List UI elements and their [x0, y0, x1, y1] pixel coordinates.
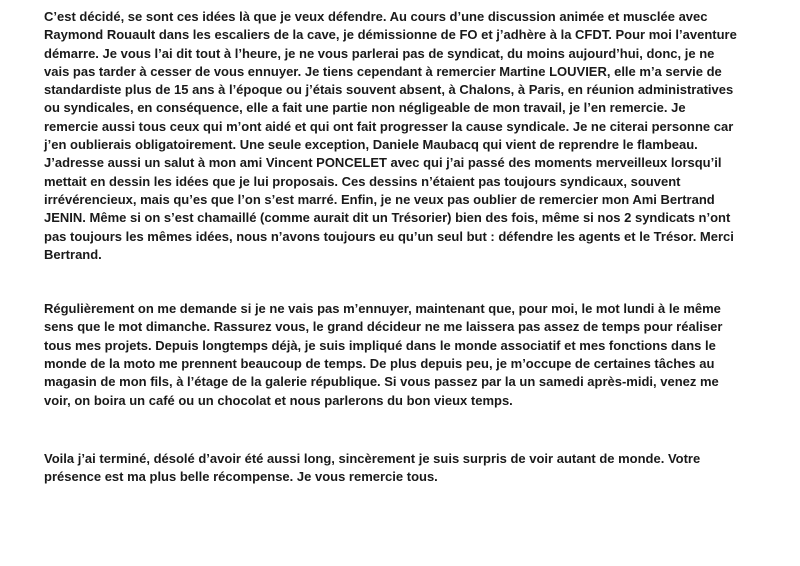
paragraph-farewell-thanks — [44, 8, 764, 264]
text-line: irrévérencieux, mais qu’es que l’on s’est marré. Enfin, je ne veux pas oublier de remercier mon Ami Bertrand — [44, 191, 715, 207]
paragraph-spacer — [44, 264, 764, 300]
text-line: remercie aussi tous ceux qui m’ont aidé et qui ont fait progresser la cause syndicale. Je ne citerai personne car — [44, 118, 734, 134]
text-line: ou syndicales, en conséquence, elle a fait une partie non négligeable de mon travail, je l’en remercie. Je — [44, 100, 686, 116]
text-line: monde de la moto me prennent beaucoup de temps. De plus depuis peu, je m’occupe de certaines tâches au — [44, 356, 715, 372]
text-line: standardiste plus de 15 ans à l’époque ou j’étais souvent absent, à Chalons, à Paris, en réunion administratives — [44, 82, 734, 98]
text-line: démarre. Je vous l’ai dit tout à l’heure, je ne vous parlerai pas de syndicat, du moins aujourd’hui, donc, je ne — [44, 45, 715, 61]
text-line: tous mes projets. Depuis longtemps déjà, je suis impliqué dans le monde associatif et mes fonctions dans le — [44, 337, 716, 353]
text-line: vais pas tarder à cesser de vous ennuyer. Je tiens cependant à remercier Martine LOUVIER, elle m’a servie de — [44, 63, 722, 79]
text-line: j’en oublierais obligatoirement. Une seule exception, Daniele Maubacq qui vient de reprendre le flambeau. — [44, 137, 698, 153]
text-line: pas toujours les mêmes idées, nous n’avons toujours eu qu’un seul but : défendre les agents et le Trésor. Merci — [44, 228, 734, 244]
paragraph-closing — [44, 450, 764, 487]
document-page — [44, 8, 764, 487]
text-line: J’adresse aussi un salut à mon ami Vincent PONCELET avec qui j’ai passé des moments merveilleux lorsqu’il — [44, 155, 722, 171]
paragraph-spacer — [44, 410, 764, 450]
text-line: Bertrand. — [44, 246, 102, 262]
text-line: présence est ma plus belle récompense. Je vous remercie tous. — [44, 469, 438, 485]
text-line: sens que le mot dimanche. Rassurez vous, le grand décideur ne me laissera pas assez de temps pour réaliser — [44, 319, 723, 335]
paragraph-retirement-plans — [44, 300, 764, 410]
text-line: Raymond Rouault dans les escaliers de la cave, je démissionne de FO et j’adhère à la CFDT. Pour moi l’aventure — [44, 27, 737, 43]
text-line: JENIN. Même si on s’est chamaillé (comme aurait dit un Trésorier) bien des fois, même si nos 2 syndicats n’ont — [44, 210, 731, 226]
text-line: magasin de mon fils, à l’étage de la galerie république. Si vous passez par la un samedi après-midi, venez me — [44, 374, 719, 390]
text-line: mettait en dessin les idées que je lui proposais. Ces dessins n’étaient pas toujours syndicaux, souvent — [44, 173, 681, 189]
text-line: Voila j’ai terminé, désolé d’avoir été aussi long, sincèrement je suis surpris de voir autant de monde. Votre — [44, 450, 701, 466]
text-line: Régulièrement on me demande si je ne vais pas m’ennuyer, maintenant que, pour moi, le mot lundi à le même — [44, 301, 721, 317]
text-line: voir, on boira un café ou un chocolat et nous parlerons du bon vieux temps. — [44, 392, 513, 408]
text-line: C’est décidé, se sont ces idées là que je veux défendre. Au cours d’une discussion animée et musclée avec — [44, 9, 708, 24]
